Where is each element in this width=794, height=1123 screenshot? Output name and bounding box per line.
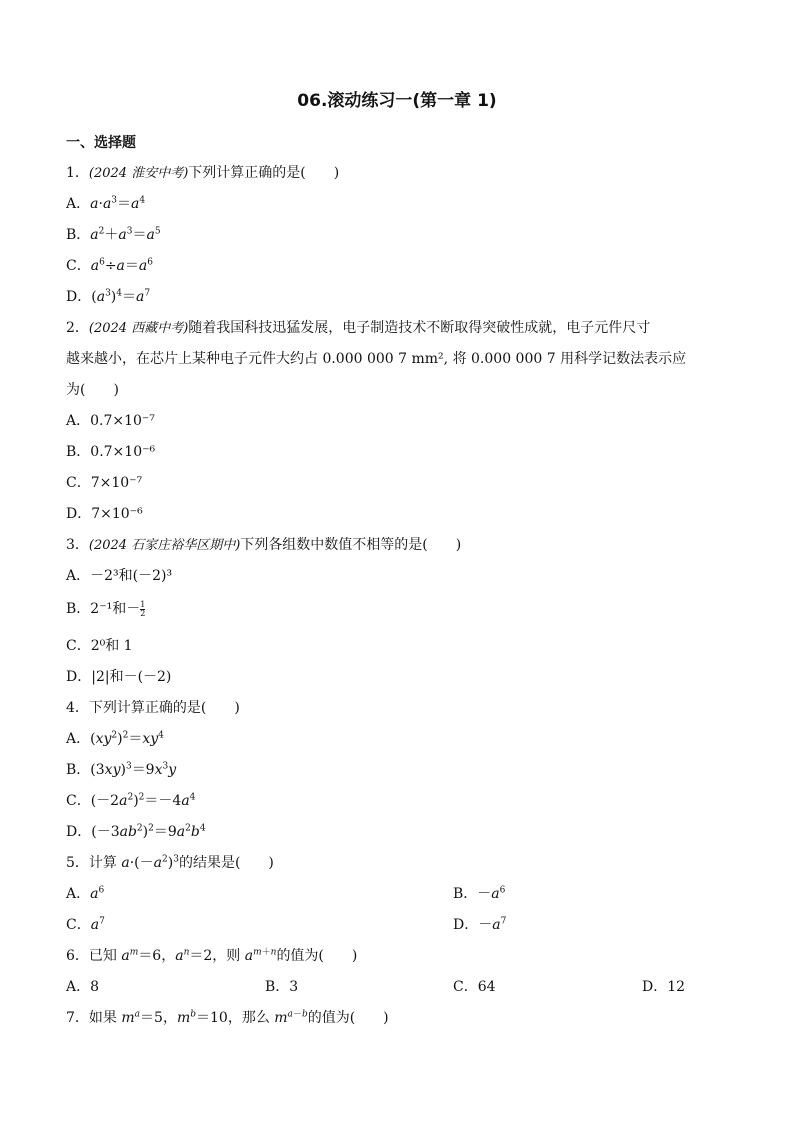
q4-option-c: C．$(-2a^2)^2=-4a^4$ xyxy=(66,792,196,809)
question-source: (2024 西藏中考) xyxy=(88,321,189,336)
question-7: 7．如果 $m^a=5$，$m^b=10$，那么 $m^{a-b}$的值为( ) xyxy=(66,1009,389,1026)
question-3: 3．(2024 石家庄裕华区期中)下列各组数中数值不相等的是( ) xyxy=(66,537,462,553)
q6-option-b: B．3 xyxy=(265,979,299,995)
q3-option-d: D．|2|和－(－2) xyxy=(66,669,172,685)
q6-option-c: C．64 xyxy=(453,979,496,995)
q2-option-d: D．7×10⁻⁶ xyxy=(66,506,143,522)
q2-option-c: C．7×10⁻⁷ xyxy=(66,475,143,491)
question-source: (2024 淮安中考) xyxy=(88,166,189,181)
question-6: 6．已知 $a^m=6$，$a^n=2$，则 $a^{m+n}$的值为( ) xyxy=(66,947,358,964)
q1-option-c: C．$a^6\div a=a^6$ xyxy=(66,257,153,274)
question-5: 5．计算 $a\cdot(-a^2)^3$的结果是( ) xyxy=(66,854,274,871)
q5-option-c: C．$a^7$ xyxy=(66,916,105,933)
q6-option-d: D．12 xyxy=(642,979,686,995)
section-heading: 一、选择题 xyxy=(66,135,136,151)
question-2-line-2: 越来越小，在芯片上某种电子元件大约占 0.000 000 7 mm², 将 0.000 000 7 用科学记数法表示应 xyxy=(66,351,687,367)
q2-option-b: B．0.7×10⁻⁶ xyxy=(66,444,156,460)
q5-option-d: D．$-a^7$ xyxy=(453,916,507,933)
q5-option-a: A．$a^6$ xyxy=(66,885,105,902)
q2-option-a: A．0.7×10⁻⁷ xyxy=(66,413,155,429)
question-2-line-3: 为( ) xyxy=(66,382,119,398)
q1-option-b: B．$a^2+a^3=a^5$ xyxy=(66,226,161,243)
q3-option-b: B．2⁻¹和－ $\frac{1}{2}$ xyxy=(66,599,146,618)
fraction: $\frac{1}{2}$ xyxy=(140,599,146,618)
q4-option-d: D．$(-3ab^2)^2=9a^2b^4$ xyxy=(66,823,206,840)
question-1: 1．(2024 淮安中考)下列计算正确的是( ) xyxy=(66,165,340,181)
q1-option-a: A．$a\cdot a^3=a^4$ xyxy=(66,195,146,212)
q4-option-a: A．$(xy^2)^2=xy^4$ xyxy=(66,730,164,747)
q1-option-d: D．$(a^3)^4=a^7$ xyxy=(66,288,151,305)
q4-option-b: B．$(3xy)^3=9x^3y$ xyxy=(66,761,177,778)
q3-option-c: C．2⁰和 1 xyxy=(66,638,133,654)
question-4: 4．下列计算正确的是( ) xyxy=(66,700,240,716)
question-2: 2．(2024 西藏中考)随着我国科技迅猛发展，电子制造技术不断取得突破性成就，电子元件尺寸 xyxy=(66,320,651,336)
page-title: 06.滚动练习一(第一章 1) xyxy=(297,91,497,111)
q5-option-b: B．$-a^6$ xyxy=(453,885,506,902)
q6-option-a: A．8 xyxy=(66,979,100,995)
q3-option-a: A．－2³和(－2)³ xyxy=(66,568,173,584)
question-source: (2024 石家庄裕华区期中) xyxy=(88,538,241,553)
